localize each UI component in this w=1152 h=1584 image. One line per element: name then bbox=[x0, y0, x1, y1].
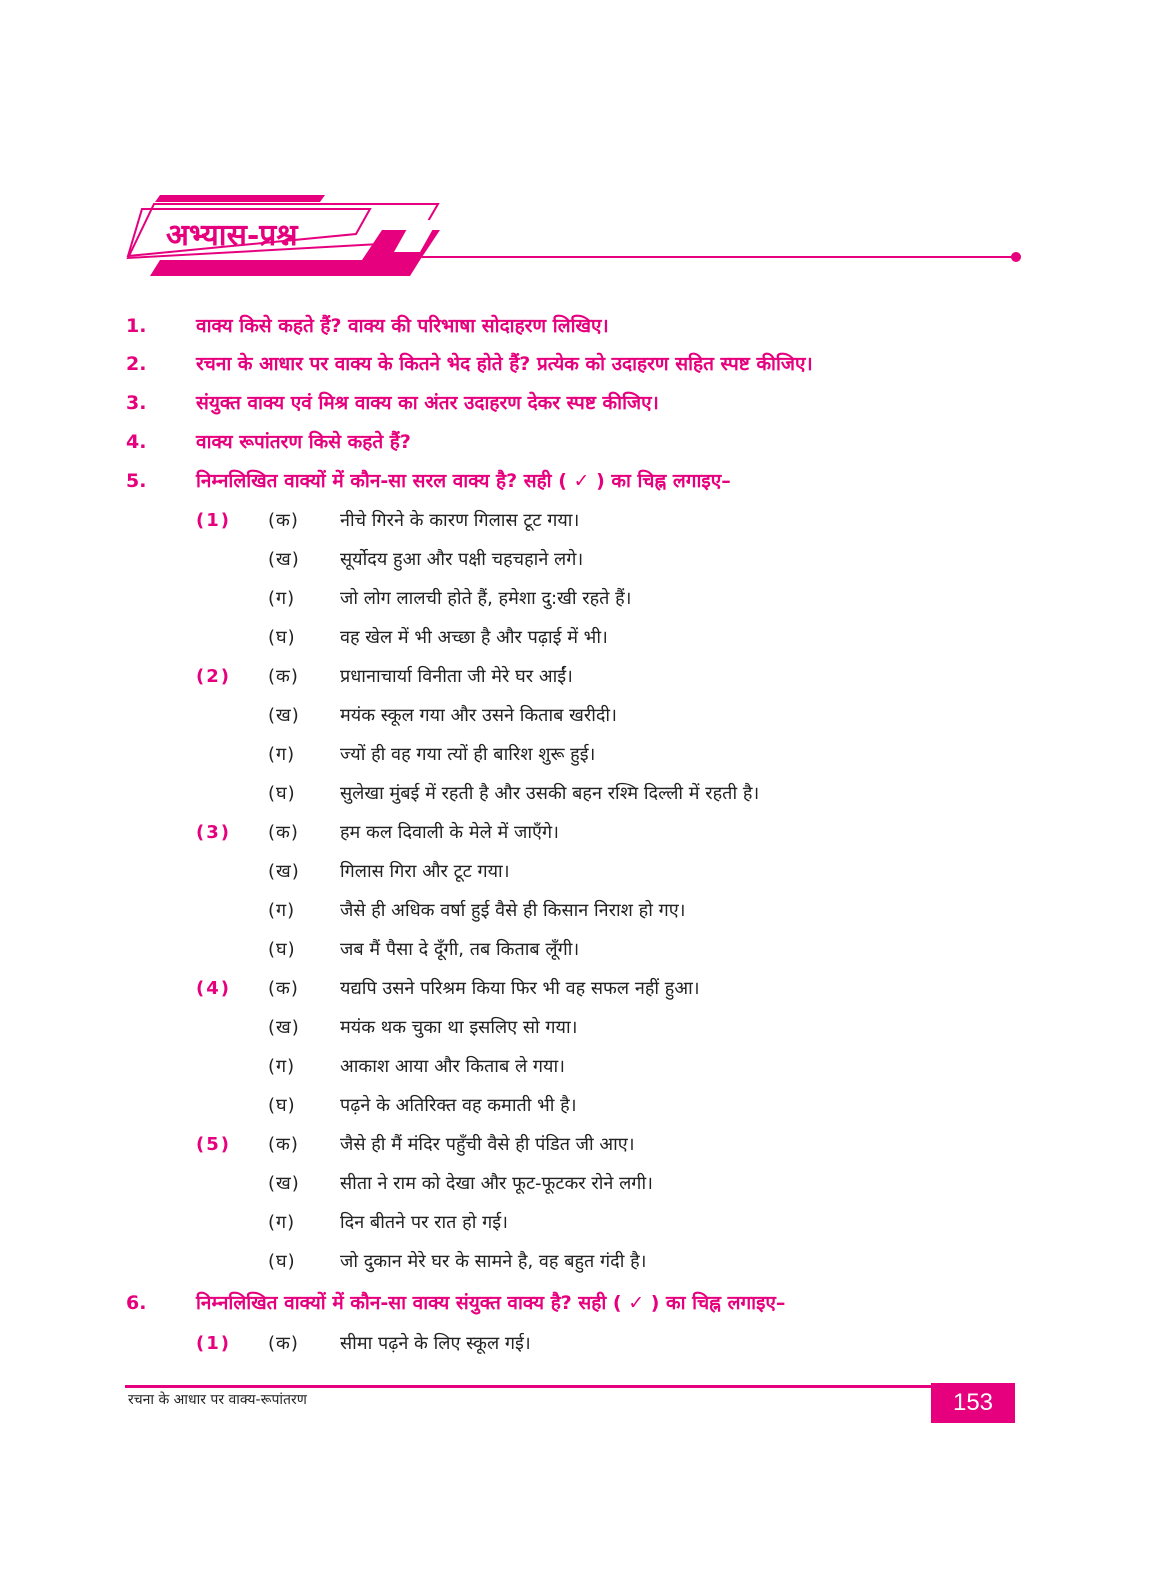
question-text: रचना के आधार पर वाक्य के कितने भेद होते हैं? प्रत्येक को उदाहरण सहित स्पष्ट कीजिए। bbox=[196, 353, 813, 375]
option-mark: (घ) bbox=[268, 1095, 296, 1116]
question-3 bbox=[126, 385, 1072, 421]
question-2 bbox=[126, 346, 1072, 382]
option-text: जो लोग लालची होते हैं, हमेशा दु:खी रहते हैं। bbox=[340, 588, 632, 609]
option-text: नीचे गिरने के कारण गिलास टूट गया। bbox=[340, 510, 580, 531]
option-text: आकाश आया और किताब ले गया। bbox=[340, 1056, 565, 1077]
option-text: प्रधानाचार्या विनीता जी मेरे घर आईं। bbox=[340, 666, 573, 687]
question-1 bbox=[126, 308, 1072, 344]
check-mark-icon: ✓ bbox=[573, 470, 590, 492]
option-group-label: (5) bbox=[196, 1134, 231, 1155]
option-group-label: (3) bbox=[196, 822, 231, 843]
option-mark: (ग) bbox=[268, 744, 296, 765]
option-mark: (क) bbox=[268, 978, 299, 999]
question-number: 3. bbox=[126, 392, 147, 414]
question-5 bbox=[126, 463, 1072, 499]
option-mark: (क) bbox=[268, 666, 299, 687]
option-text: पढ़ने के अतिरिक्त वह कमाती भी है। bbox=[340, 1095, 577, 1116]
option-mark: (क) bbox=[268, 510, 299, 531]
check-mark-icon: ✓ bbox=[628, 1292, 645, 1314]
option-mark: (घ) bbox=[268, 1251, 296, 1272]
option-text: जो दुकान मेरे घर के सामने है, वह बहुत गंदी है। bbox=[340, 1251, 647, 1272]
option-text: सुलेखा मुंबई में रहती है और उसकी बहन रश्मि दिल्ली में रहती है। bbox=[340, 783, 760, 804]
option-text: यद्यपि उसने परिश्रम किया फिर भी वह सफल नहीं हुआ। bbox=[340, 978, 700, 999]
option-mark: (ग) bbox=[268, 1056, 296, 1077]
option-mark: (ग) bbox=[268, 588, 296, 609]
question-text: निम्नलिखित वाक्यों में कौन-सा सरल वाक्य है? सही ( ✓ ) का चिह्न लगाइए– bbox=[196, 470, 731, 492]
option-group-label: (4) bbox=[196, 978, 231, 999]
question-number: 2. bbox=[126, 353, 147, 375]
option-text: गिलास गिरा और टूट गया। bbox=[340, 861, 510, 882]
option-text: मयंक थक चुका था इसलिए सो गया। bbox=[340, 1017, 578, 1038]
option-text: मयंक स्कूल गया और उसने किताब खरीदी। bbox=[340, 705, 617, 726]
option-text: जब मैं पैसा दे दूँगी, तब किताब लूँगी। bbox=[340, 939, 580, 960]
option-mark: (घ) bbox=[268, 783, 296, 804]
question-text: संयुक्त वाक्य एवं मिश्र वाक्य का अंतर उदाहरण देकर स्पष्ट कीजिए। bbox=[196, 392, 659, 414]
question-6 bbox=[126, 1285, 1072, 1321]
option-text: ज्यों ही वह गया त्यों ही बारिश शुरू हुई। bbox=[340, 744, 596, 765]
question-number: 1. bbox=[126, 315, 147, 337]
question-text: वाक्य किसे कहते हैं? वाक्य की परिभाषा सोदाहरण लिखिए। bbox=[196, 315, 609, 337]
option-mark: (ग) bbox=[268, 900, 296, 921]
option-text: वह खेल में भी अच्छा है और पढ़ाई में भी। bbox=[340, 627, 608, 648]
option-text: जैसे ही अधिक वर्षा हुई वैसे ही किसान निराश हो गए। bbox=[340, 900, 686, 921]
section-header bbox=[120, 190, 1030, 280]
page-title: अभ्यास-प्रश्न bbox=[166, 218, 298, 253]
option-text: जैसे ही मैं मंदिर पहुँची वैसे ही पंडित जी आए। bbox=[340, 1134, 635, 1155]
option-text: दिन बीतने पर रात हो गई। bbox=[340, 1212, 508, 1233]
option-text: सूर्योदय हुआ और पक्षी चहचहाने लगे। bbox=[340, 549, 584, 570]
option-text: सीता ने राम को देखा और फूट-फूटकर रोने लगी। bbox=[340, 1173, 653, 1194]
option-mark: (घ) bbox=[268, 627, 296, 648]
question-number: 5. bbox=[126, 470, 147, 492]
option-mark: (ख) bbox=[268, 549, 300, 570]
option-mark: (ख) bbox=[268, 1017, 300, 1038]
footer-divider bbox=[125, 1385, 1015, 1388]
option-group-label: (1) bbox=[196, 510, 231, 531]
option-mark: (क) bbox=[268, 1134, 299, 1155]
option-mark: (ख) bbox=[268, 705, 300, 726]
option-text: हम कल दिवाली के मेले में जाएँगे। bbox=[340, 822, 559, 843]
option-text: सीमा पढ़ने के लिए स्कूल गई। bbox=[340, 1333, 531, 1354]
option-mark: (क) bbox=[268, 1333, 299, 1354]
page-number: 153 bbox=[931, 1383, 1015, 1423]
option-mark: (ख) bbox=[268, 1173, 300, 1194]
question-text: वाक्य रूपांतरण किसे कहते हैं? bbox=[196, 431, 411, 453]
option-mark: (ख) bbox=[268, 861, 300, 882]
question-text: निम्नलिखित वाक्यों में कौन-सा वाक्य संयुक्त वाक्य है? सही ( ✓ ) का चिह्न लगाइए– bbox=[196, 1292, 786, 1314]
option-group-label: (2) bbox=[196, 666, 231, 687]
footer-chapter-title: रचना के आधार पर वाक्य-रूपांतरण bbox=[128, 1392, 307, 1408]
question-number: 4. bbox=[126, 431, 147, 453]
question-4 bbox=[126, 424, 1072, 460]
option-group-label: (1) bbox=[196, 1333, 231, 1354]
question-number: 6. bbox=[126, 1292, 147, 1314]
option-mark: (क) bbox=[268, 822, 299, 843]
option-mark: (घ) bbox=[268, 939, 296, 960]
option-mark: (ग) bbox=[268, 1212, 296, 1233]
